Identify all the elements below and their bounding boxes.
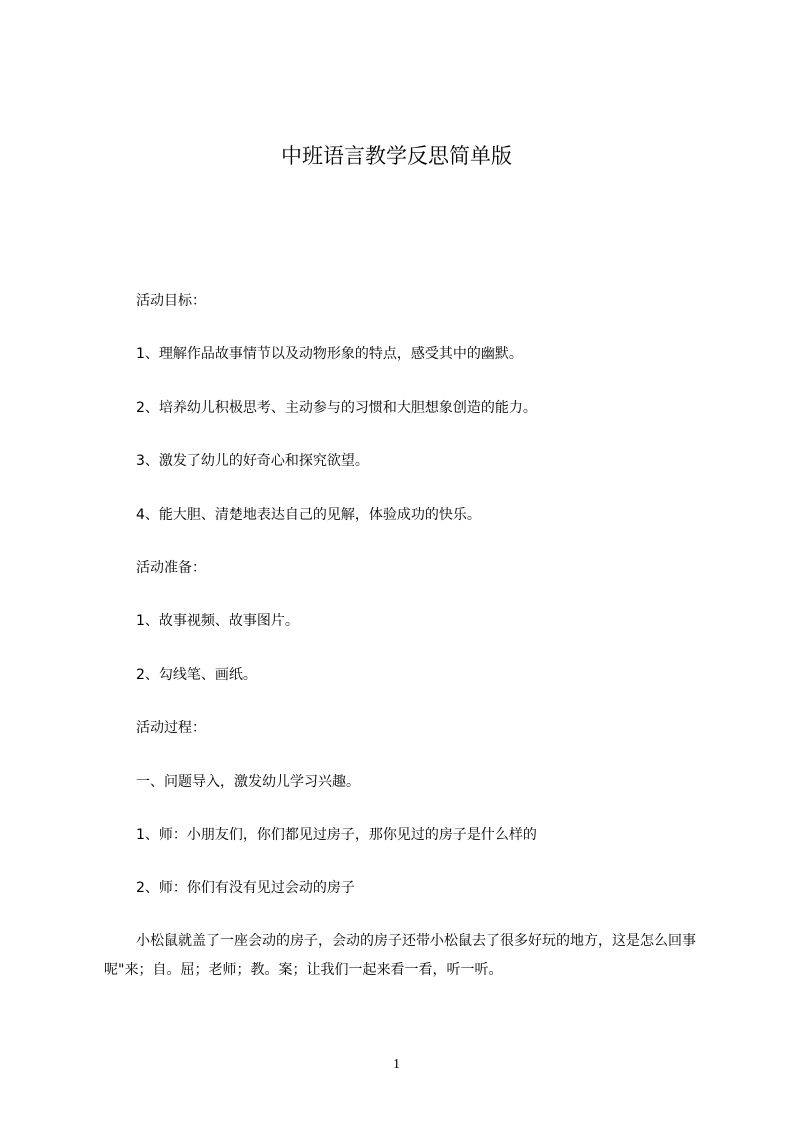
process-item-1: 1、师：小朋友们，你们都见过房子，那你见过的房子是什么样的 xyxy=(136,827,537,843)
story-paragraph: 小松鼠就盖了一座会动的房子，会动的房子还带小松鼠去了很多好玩的地方，这是怎么回事呢"来；自。屈；老师；教。案；让我们一起来看一看，听一听。 xyxy=(104,933,696,978)
process-item-2: 2、师：你们有没有见过会动的房子 xyxy=(136,880,355,896)
goal-item-3: 3、激发了幼儿的好奇心和探究欲望。 xyxy=(136,453,369,469)
goal-item-2: 2、培养幼儿积极思考、主动参与的习惯和大胆想象创造的能力。 xyxy=(136,400,537,416)
page-title: 中班语言教学反思简单版 xyxy=(281,144,512,168)
process-step-heading: 一、问题导入，激发幼儿学习兴趣。 xyxy=(136,774,360,790)
page-number: 1 xyxy=(393,1057,400,1072)
goal-item-1: 1、理解作品故事情节以及动物形象的特点，感受其中的幽默。 xyxy=(136,346,523,362)
preparation-item-2: 2、勾线笔、画纸。 xyxy=(136,667,257,683)
section-heading-goals: 活动目标： xyxy=(136,293,206,309)
section-heading-preparation: 活动准备： xyxy=(136,560,206,576)
section-heading-process: 活动过程： xyxy=(136,720,206,736)
preparation-item-1: 1、故事视频、故事图片。 xyxy=(136,613,299,629)
goal-item-4: 4、能大胆、清楚地表达自己的见解，体验成功的快乐。 xyxy=(136,507,481,523)
